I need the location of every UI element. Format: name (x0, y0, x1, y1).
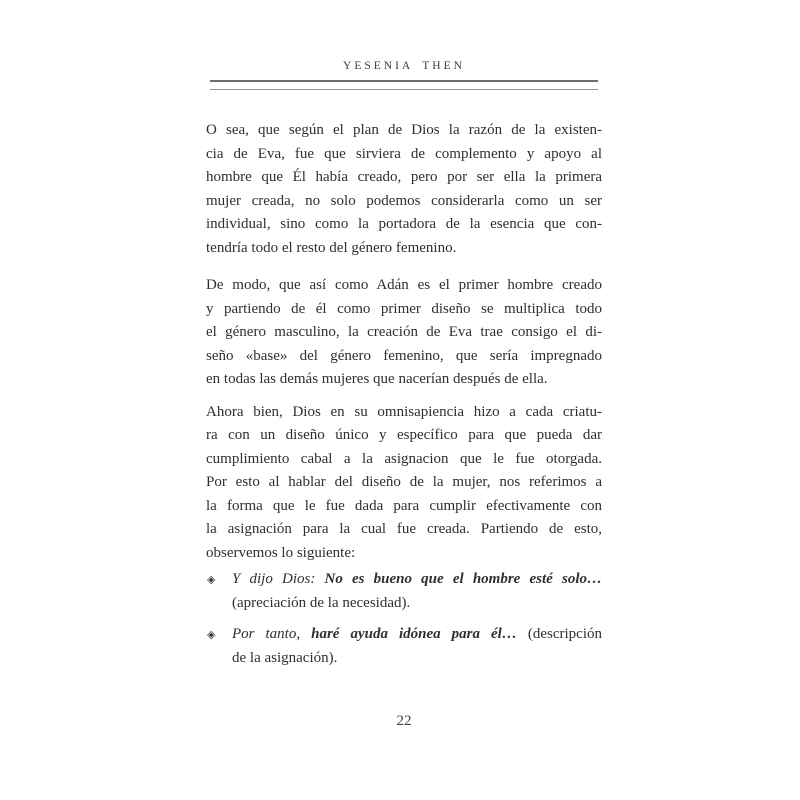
text-line: individual, sino como la portadora de la esencia que con- (206, 216, 602, 232)
text-line: cumplimiento cabal a la asignacion que le fue otorgada. (206, 450, 602, 467)
text-line (232, 623, 602, 647)
header-rule-bottom (210, 89, 598, 90)
text-line: observemos lo siguiente: (206, 544, 356, 561)
text-line (232, 568, 602, 592)
text-line: cia de Eva, fue que sirviera de complemento y apoyo al (206, 145, 602, 162)
quote-intro: Por tanto, (232, 626, 312, 642)
text-line: mujer creada, no solo podemos considerarla como un ser (206, 192, 602, 209)
text-line: Por esto al hablar del diseño de la mujer, nos referimos a (206, 474, 602, 490)
paragraph-3 (206, 401, 602, 566)
text-line: el género masculino, la creación de Eva trae consigo el di- (206, 324, 602, 340)
text-line: ra con un diseño único y específico para que pueda dar (206, 427, 602, 443)
page-number: 22 (396, 713, 412, 729)
text-line: en todas las demás mujeres que nacerían después de ella. (206, 371, 548, 387)
quote-intro: Y dijo Dios: (232, 571, 325, 587)
text-line: y partiendo de él como primer diseño se multiplica todo (206, 300, 602, 317)
diamond-bullet-icon: ◈ (207, 573, 216, 586)
body-text (206, 119, 602, 670)
text-line: De modo, que así como Adán es el primer hombre creado (206, 277, 602, 293)
quote-note: (descripción (527, 626, 602, 642)
text-line: (apreciación de la necesidad). (232, 594, 411, 611)
text-line: O sea, que según el plan de Dios la razón de la existen- (206, 122, 602, 138)
list-item (206, 623, 602, 670)
header-rule-top (210, 80, 598, 82)
text-line: seño «base» del género femenino, que sería impregnado (206, 347, 602, 364)
text-line: hombre que Él había creado, pero por ser ella la primera (206, 169, 602, 185)
text-line: la forma que le fue dada para cumplir efectivamente con (206, 497, 602, 514)
text-line: tendría todo el resto del género femenino. (206, 239, 457, 256)
quote-emphasis: No es bueno que el hombre esté solo… (324, 571, 602, 587)
text-line: Ahora bien, Dios en su omnisapiencia hizo a cada criatu- (206, 403, 602, 420)
list-item (206, 568, 602, 615)
paragraph-2 (206, 274, 602, 392)
running-head: YESENIA THEN (343, 60, 465, 72)
paragraph-1 (206, 119, 602, 260)
text-line: la asignación para la cual fue creada. Partiendo de esto, (206, 521, 602, 537)
text-line: de la asignación). (232, 649, 338, 666)
diamond-bullet-icon: ◈ (207, 628, 216, 641)
quote-emphasis: haré ayuda idónea para él… (311, 626, 528, 642)
